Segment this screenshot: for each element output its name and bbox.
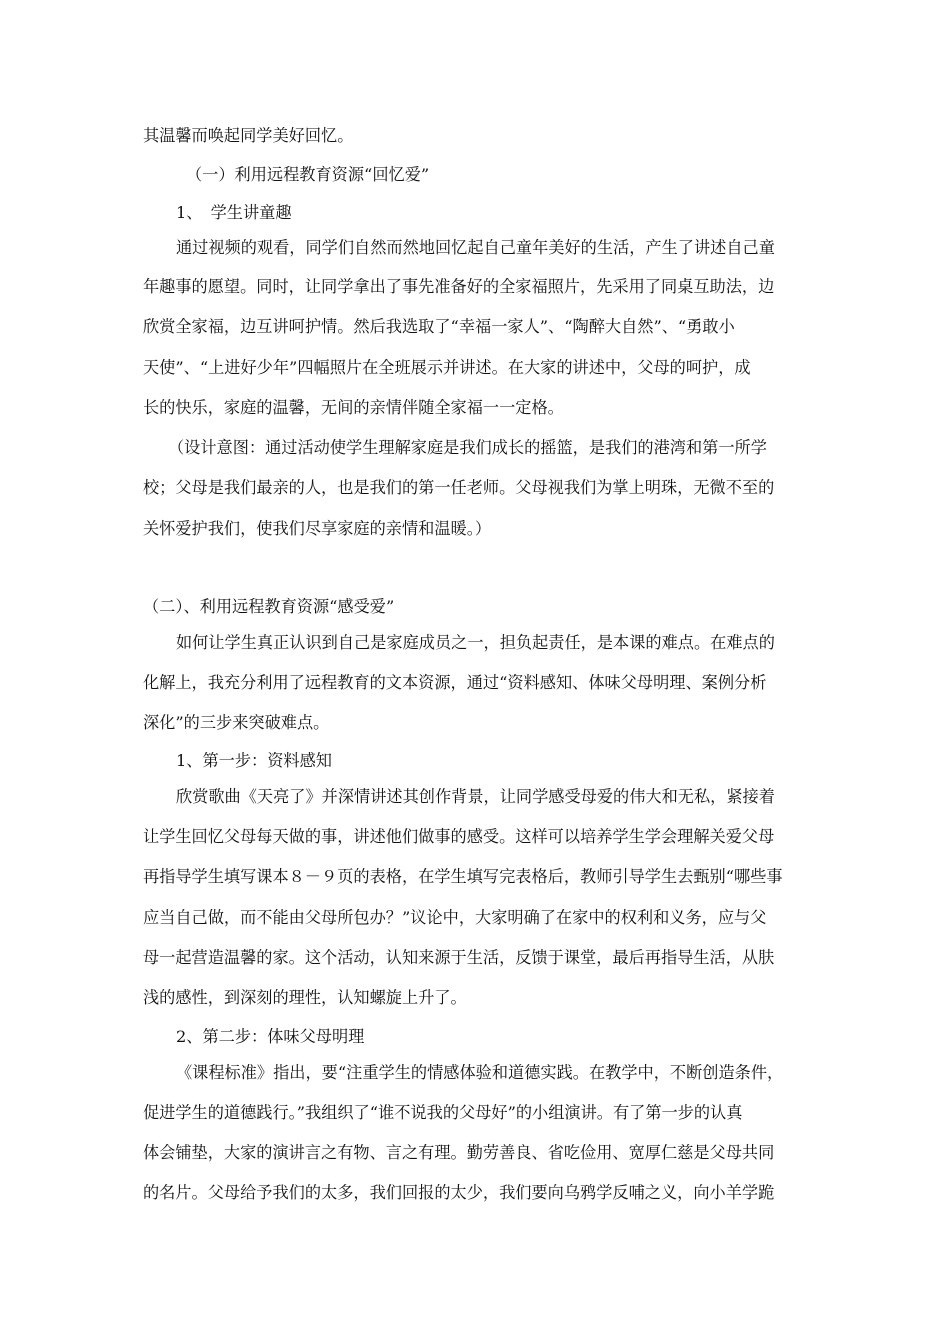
paragraph-line: 体会铺垫，大家的演讲言之有物、言之有理。勤劳善良、省吃俭用、宽厚仁慈是父母共同 — [143, 1143, 775, 1162]
subheading: 1、 学生讲童趣 — [176, 203, 292, 222]
paragraph-line: 如何让学生真正认识到自己是家庭成员之一，担负起责任，是本课的难点。在难点的 — [176, 633, 775, 652]
paragraph-line: 《课程标准》指出，要“注重学生的情感体验和道德实践。在教学中，不断创造条件， — [176, 1063, 784, 1082]
section-heading: （二）、利用远程教育资源“感受爱” — [143, 597, 395, 616]
design-intent-line: （设计意图：通过活动使学生理解家庭是我们成长的摇篮，是我们的港湾和第一所学 — [168, 438, 767, 457]
subheading: 1、第一步：资料感知 — [176, 751, 332, 770]
paragraph-line: 其温馨而唤起同学美好回忆。 — [143, 126, 354, 145]
paragraph-line: 深化”的三步来突破难点。 — [143, 713, 330, 732]
paragraph-line: 促进学生的道德践行。”我组织了“谁不说我的父母好”的小组演讲。有了第一步的认真 — [143, 1103, 743, 1122]
paragraph-line: 应当自己做，而不能由父母所包办？”议论中，大家明确了在家中的权利和义务，应与父 — [143, 908, 767, 927]
paragraph-line: 欣赏全家福，边互讲呵护情。然后我选取了“幸福一家人”、“陶醉大自然”、“勇敢小 — [143, 317, 735, 336]
paragraph-line: 再指导学生填写课本８－９页的表格，在学生填写完表格后，教师引导学生去甄别“哪些事 — [143, 867, 783, 886]
paragraph-line: 天使”、“上进好少年”四幅照片在全班展示并讲述。在大家的讲述中，父母的呵护，成 — [143, 358, 751, 377]
subheading: 2、第二步：体味父母明理 — [176, 1027, 365, 1046]
paragraph-line: 通过视频的观看，同学们自然而然地回忆起自己童年美好的生活，产生了讲述自己童 — [176, 238, 775, 257]
paragraph-line: 化解上，我充分利用了远程教育的文本资源，通过“资料感知、体味父母明理、案例分析 — [143, 673, 767, 692]
paragraph-line: 欣赏歌曲《天亮了》并深情讲述其创作背景，让同学感受母爱的伟大和无私，紧接着 — [176, 787, 775, 806]
design-intent-line: 校；父母是我们最亲的人，也是我们的第一任老师。父母视我们为掌上明珠，无微不至的 — [143, 478, 775, 497]
paragraph-line: 的名片。父母给予我们的太多，我们回报的太少，我们要向乌鸦学反哺之义，向小羊学跪 — [143, 1183, 775, 1202]
paragraph-line: 长的快乐，家庭的温馨，无间的亲情伴随全家福一一定格。 — [143, 398, 564, 417]
paragraph-line: 母一起营造温馨的家。这个活动，认知来源于生活，反馈于课堂，最后再指导生活，从肤 — [143, 948, 775, 967]
paragraph-line: 让学生回忆父母每天做的事，讲述他们做事的感受。这样可以培养学生学会理解关爱父母 — [143, 827, 775, 846]
paragraph-line: 浅的感性，到深刻的理性，认知螺旋上升了。 — [143, 988, 467, 1007]
section-heading: （一）利用远程教育资源“回忆爱” — [186, 165, 430, 184]
paragraph-line: 年趣事的愿望。同时，让同学拿出了事先准备好的全家福照片，先采用了同桌互助法，边 — [143, 277, 775, 296]
design-intent-line: 关怀爱护我们，使我们尽享家庭的亲情和温暖。） — [143, 519, 492, 538]
